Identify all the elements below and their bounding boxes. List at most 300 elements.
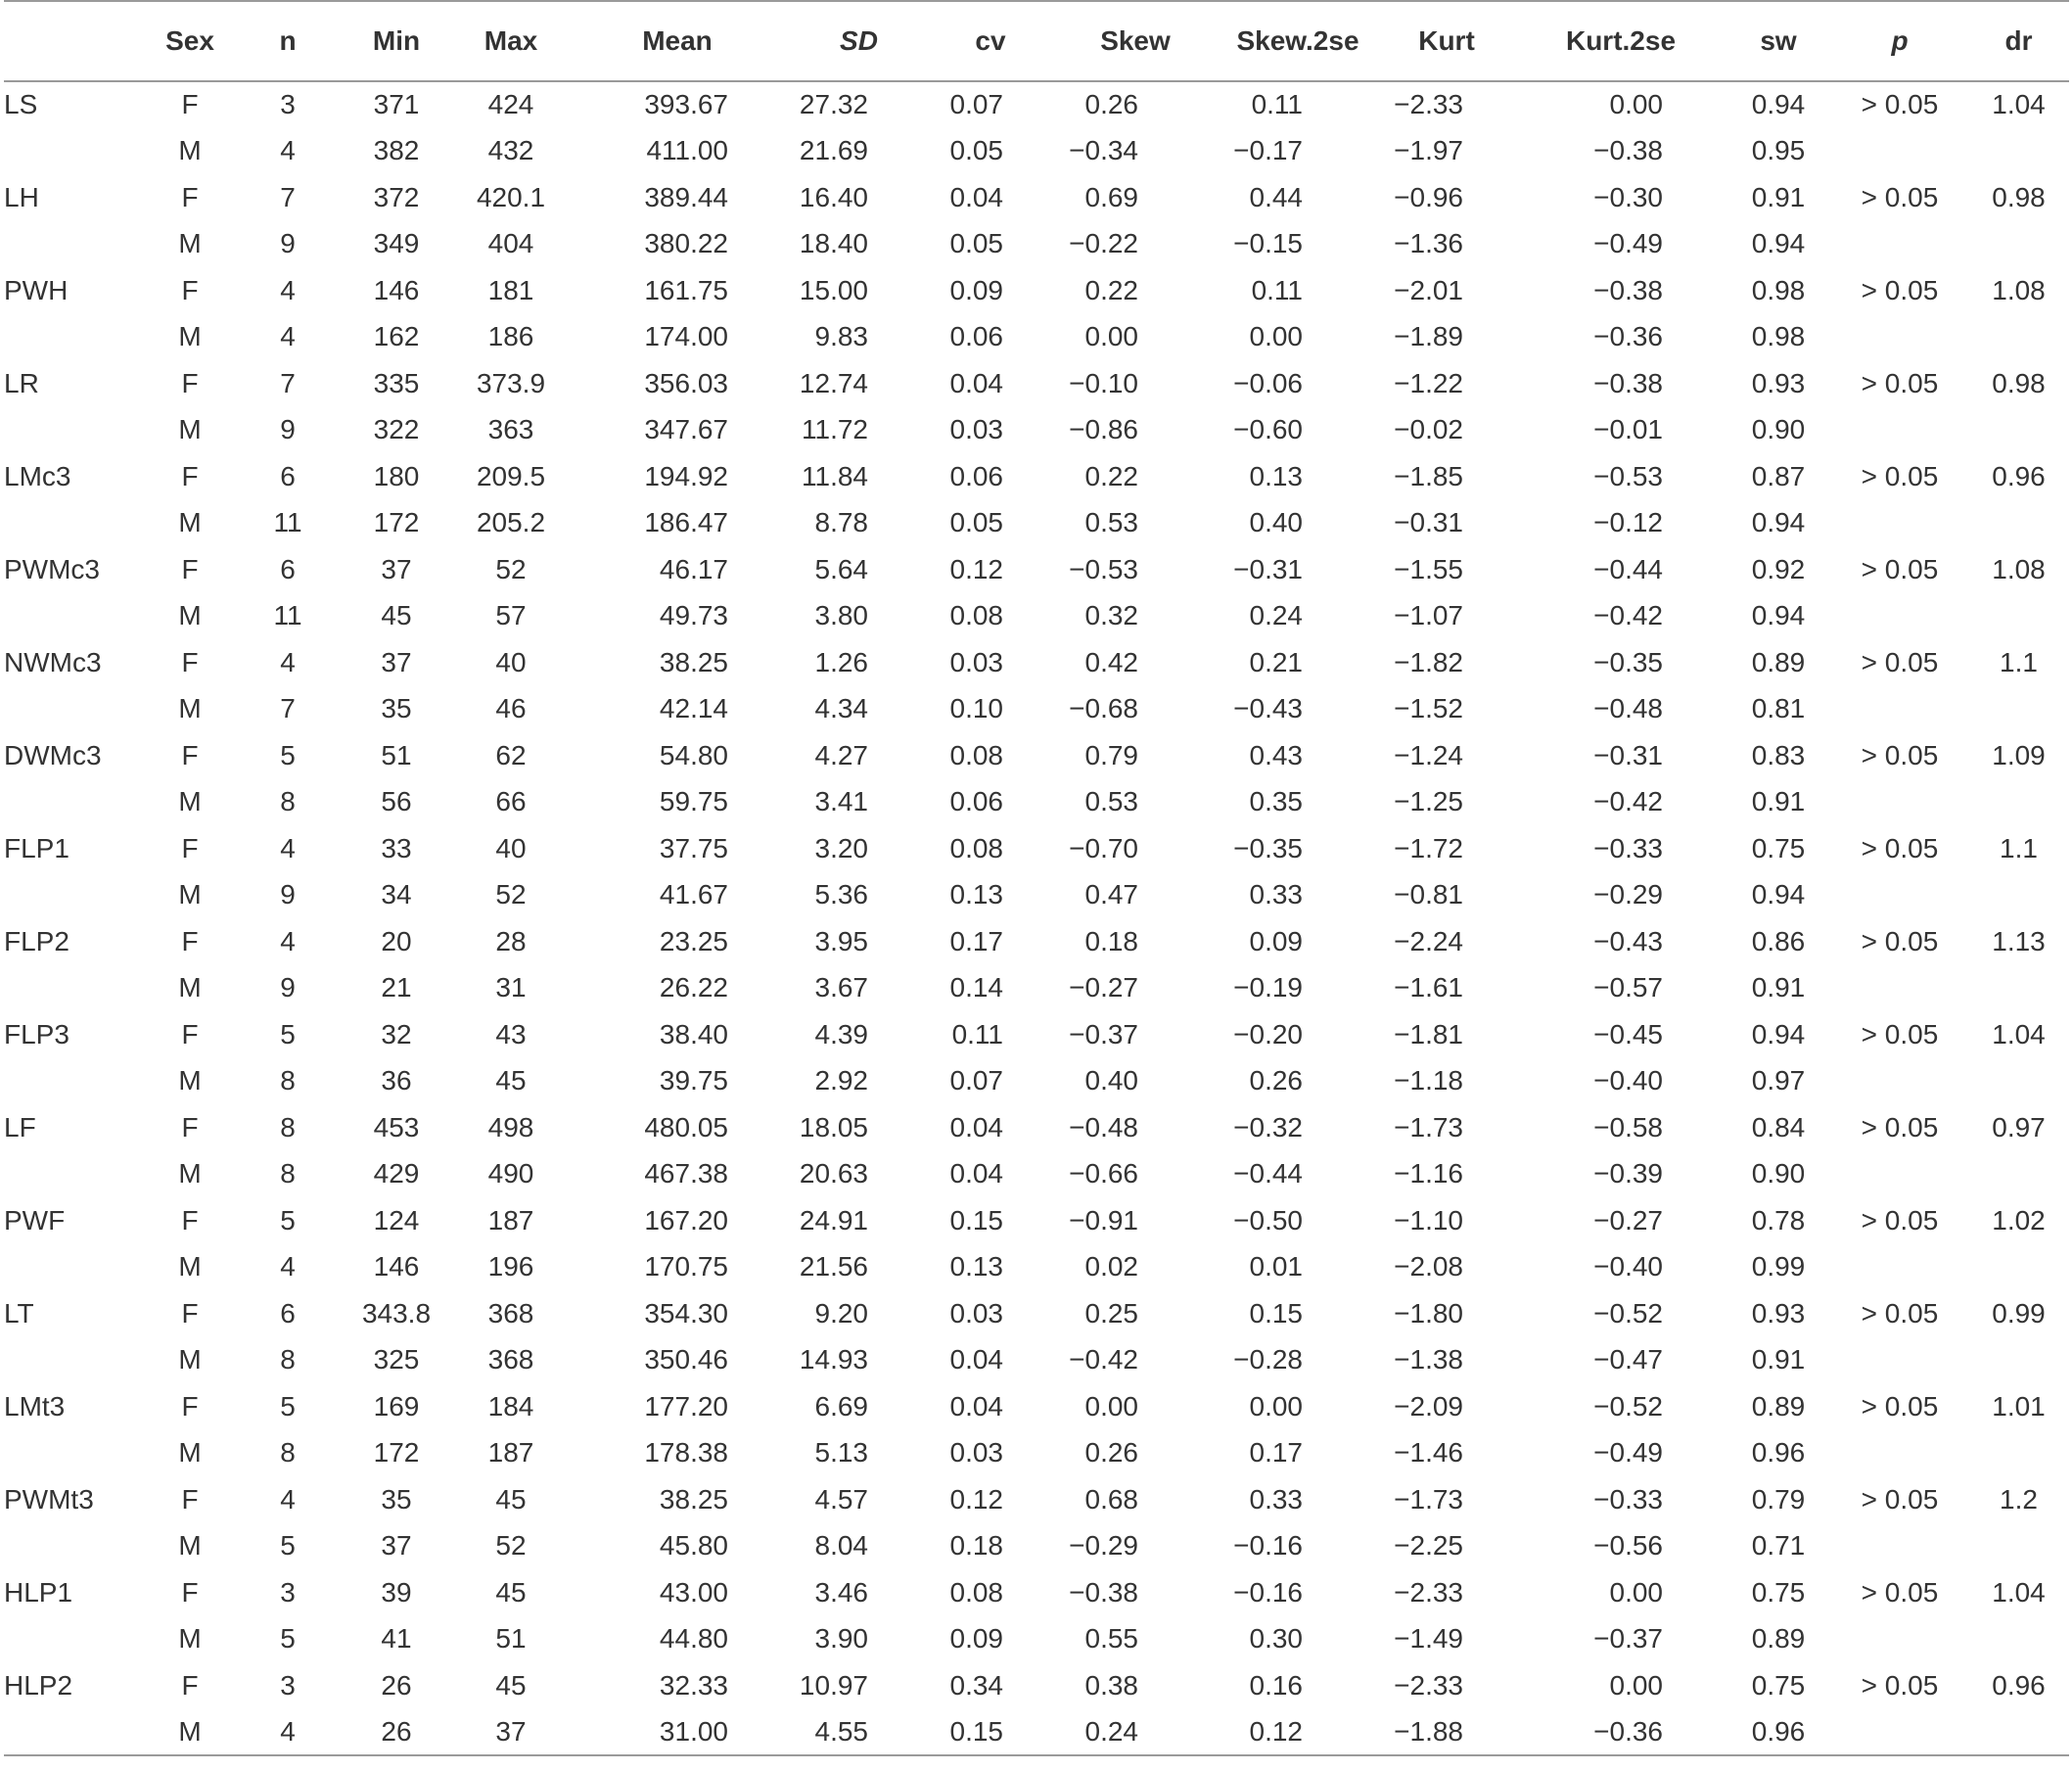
measurement-label bbox=[4, 407, 141, 454]
table-row bbox=[4, 639, 2069, 686]
skew-2se-cell: −0.20 bbox=[1233, 1018, 1303, 1049]
n-cell: 5 bbox=[280, 1530, 296, 1562]
skew-cell: −0.22 bbox=[1069, 228, 1138, 259]
max-cell: 209.5 bbox=[476, 460, 546, 491]
measurement-label: DWMc3 bbox=[4, 739, 102, 770]
p-value-cell: > 0.05 bbox=[1861, 1483, 1939, 1515]
cv-cell: 0.07 bbox=[949, 89, 1003, 120]
cv-cell: 0.08 bbox=[949, 600, 1003, 631]
p-value-cell: > 0.05 bbox=[1861, 1018, 1939, 1049]
mean-cell: 389.44 bbox=[644, 181, 728, 212]
sd-cell: 21.69 bbox=[799, 135, 868, 166]
skew-2se-cell: −0.15 bbox=[1233, 228, 1303, 259]
measurement-label: PWH bbox=[4, 274, 69, 305]
dr-cell bbox=[1968, 221, 2069, 268]
dr-cell bbox=[1968, 1709, 2069, 1756]
min-cell: 26 bbox=[381, 1669, 412, 1701]
cv-cell: 0.15 bbox=[949, 1204, 1003, 1236]
n-cell: 5 bbox=[280, 739, 296, 770]
sex-cell: M bbox=[178, 1344, 202, 1376]
n-cell: 7 bbox=[280, 693, 296, 724]
min-cell: 35 bbox=[381, 1483, 412, 1515]
sw-cell: 0.78 bbox=[1751, 1204, 1806, 1236]
kurt-cell: −0.02 bbox=[1394, 414, 1463, 445]
header-skew-2se: Skew.2se bbox=[1219, 1, 1377, 81]
kurt-2se-cell: 0.00 bbox=[1609, 1576, 1663, 1608]
max-cell: 404 bbox=[487, 228, 534, 259]
max-cell: 363 bbox=[487, 414, 534, 445]
n-cell: 4 bbox=[280, 925, 296, 956]
skew-cell: 0.79 bbox=[1084, 739, 1138, 770]
dr-cell: 0.99 bbox=[1992, 1297, 2046, 1329]
measurement-label: LMc3 bbox=[4, 460, 71, 491]
skew-cell: 0.26 bbox=[1084, 89, 1138, 120]
kurt-2se-cell: −0.36 bbox=[1593, 321, 1663, 352]
dr-cell bbox=[1968, 128, 2069, 175]
skew-cell: 0.40 bbox=[1084, 1065, 1138, 1096]
skew-2se-cell: 0.11 bbox=[1251, 89, 1303, 120]
skew-2se-cell: 0.16 bbox=[1249, 1669, 1303, 1701]
mean-cell: 49.73 bbox=[659, 600, 728, 631]
dr-cell bbox=[1968, 407, 2069, 454]
min-cell: 45 bbox=[381, 600, 412, 631]
n-cell: 4 bbox=[239, 1709, 337, 1756]
max-cell: 40 bbox=[495, 646, 527, 677]
dr-cell: 1.08 bbox=[1992, 553, 2046, 584]
table-row bbox=[4, 314, 2069, 361]
kurt-cell: −0.31 bbox=[1394, 507, 1463, 538]
kurt-2se-cell: −0.01 bbox=[1593, 414, 1663, 445]
skew-2se-cell: 0.00 bbox=[1249, 321, 1303, 352]
sd-cell: 5.64 bbox=[814, 553, 868, 584]
cv-cell: 0.03 bbox=[949, 414, 1003, 445]
kurt-cell: −1.61 bbox=[1394, 972, 1463, 1003]
n-cell: 3 bbox=[280, 89, 296, 120]
p-value-cell bbox=[1831, 314, 1968, 361]
table-row bbox=[4, 546, 2069, 593]
kurt-2se-cell: −0.29 bbox=[1593, 879, 1663, 910]
table-row bbox=[4, 1383, 2069, 1430]
measurement-label bbox=[4, 1709, 141, 1756]
mean-cell: 170.75 bbox=[644, 1251, 728, 1282]
skew-2se-cell: −0.44 bbox=[1233, 1158, 1303, 1189]
kurt-2se-cell: −0.36 bbox=[1516, 1709, 1726, 1756]
max-cell: 373.9 bbox=[476, 367, 546, 398]
header-sex: Sex bbox=[141, 1, 239, 81]
n-cell: 9 bbox=[280, 228, 296, 259]
max-cell: 368 bbox=[487, 1344, 534, 1376]
table-row bbox=[4, 81, 2069, 128]
n-cell: 5 bbox=[280, 1018, 296, 1049]
mean-cell: 41.67 bbox=[659, 879, 728, 910]
p-value-cell bbox=[1831, 221, 1968, 268]
max-cell: 46 bbox=[495, 693, 527, 724]
cv-cell: 0.04 bbox=[949, 1390, 1003, 1422]
sd-cell: 5.36 bbox=[814, 879, 868, 910]
skew-2se-cell: −0.28 bbox=[1233, 1344, 1303, 1376]
max-cell: 52 bbox=[495, 879, 527, 910]
cv-cell: 0.04 bbox=[949, 1111, 1003, 1142]
sw-cell: 0.75 bbox=[1751, 1576, 1806, 1608]
mean-cell: 37.75 bbox=[659, 832, 728, 863]
dr-cell bbox=[1968, 779, 2069, 826]
skew-2se-cell: 0.11 bbox=[1251, 274, 1303, 305]
p-value-cell bbox=[1831, 593, 1968, 640]
table-row bbox=[4, 1151, 2069, 1198]
cv-cell: 0.06 bbox=[949, 321, 1003, 352]
cv-cell: 0.13 bbox=[949, 1251, 1003, 1282]
skew-cell: 0.22 bbox=[1084, 274, 1138, 305]
header-kurt: Kurt bbox=[1377, 1, 1516, 81]
kurt-cell: −0.96 bbox=[1394, 181, 1463, 212]
sex-cell: M bbox=[178, 135, 202, 166]
kurt-2se-cell: −0.53 bbox=[1593, 460, 1663, 491]
cv-cell: 0.05 bbox=[949, 507, 1003, 538]
sw-cell: 0.94 bbox=[1751, 1018, 1806, 1049]
max-cell: 28 bbox=[495, 925, 527, 956]
kurt-cell: −0.81 bbox=[1394, 879, 1463, 910]
skew-cell: 0.32 bbox=[1084, 600, 1138, 631]
p-value-cell: > 0.05 bbox=[1861, 739, 1939, 770]
sd-cell: 8.78 bbox=[814, 507, 868, 538]
mean-cell: 31.00 bbox=[566, 1709, 789, 1756]
max-cell: 432 bbox=[487, 135, 534, 166]
p-value-cell: > 0.05 bbox=[1861, 1297, 1939, 1329]
sd-cell: 16.40 bbox=[799, 181, 868, 212]
measurement-label bbox=[4, 1244, 141, 1291]
sex-cell: M bbox=[178, 1530, 202, 1562]
sex-cell: F bbox=[181, 1297, 199, 1329]
p-value-cell: > 0.05 bbox=[1861, 832, 1939, 863]
header-p: p bbox=[1831, 1, 1968, 81]
sw-cell: 0.90 bbox=[1751, 414, 1806, 445]
sd-cell: 15.00 bbox=[799, 274, 868, 305]
skew-2se-cell: −0.31 bbox=[1233, 553, 1303, 584]
dr-cell: 1.09 bbox=[1992, 739, 2046, 770]
sw-cell: 0.94 bbox=[1751, 89, 1806, 120]
descriptive-statistics-table bbox=[4, 0, 2069, 1756]
table-row bbox=[4, 1290, 2069, 1337]
sex-cell: M bbox=[178, 1065, 202, 1096]
cv-cell: 0.04 bbox=[949, 367, 1003, 398]
sw-cell: 0.75 bbox=[1751, 832, 1806, 863]
measurement-label bbox=[4, 1430, 141, 1477]
skew-2se-cell: 0.01 bbox=[1249, 1251, 1303, 1282]
measurement-label: HLP1 bbox=[4, 1576, 73, 1608]
min-cell: 41 bbox=[381, 1623, 412, 1655]
sw-cell: 0.98 bbox=[1751, 321, 1806, 352]
sd-cell: 11.72 bbox=[802, 414, 868, 445]
table-row bbox=[4, 1058, 2069, 1105]
cv-cell: 0.05 bbox=[949, 135, 1003, 166]
dr-cell: 1.04 bbox=[1992, 89, 2046, 120]
mean-cell: 43.00 bbox=[659, 1576, 728, 1608]
cv-cell: 0.08 bbox=[949, 1576, 1003, 1608]
sd-cell: 8.04 bbox=[814, 1530, 868, 1562]
skew-2se-cell: 0.33 bbox=[1249, 879, 1303, 910]
max-cell: 498 bbox=[487, 1111, 534, 1142]
skew-cell: −0.48 bbox=[1069, 1111, 1138, 1142]
skew-2se-cell: 0.26 bbox=[1249, 1065, 1303, 1096]
sd-cell: 21.56 bbox=[799, 1251, 868, 1282]
skew-cell: −0.53 bbox=[1069, 553, 1138, 584]
sd-cell: 14.93 bbox=[799, 1344, 868, 1376]
skew-2se-cell: 0.21 bbox=[1249, 646, 1303, 677]
sw-cell: 0.81 bbox=[1751, 693, 1806, 724]
sex-cell: M bbox=[178, 972, 202, 1003]
sd-cell: 24.91 bbox=[799, 1204, 868, 1236]
kurt-2se-cell: −0.52 bbox=[1593, 1297, 1663, 1329]
p-value-cell bbox=[1831, 1523, 1968, 1570]
max-cell: 51 bbox=[495, 1623, 527, 1655]
table-row bbox=[4, 1197, 2069, 1244]
skew-2se-cell: 0.43 bbox=[1249, 739, 1303, 770]
sd-cell: 4.55 bbox=[789, 1709, 929, 1756]
n-cell: 4 bbox=[280, 321, 296, 352]
dr-cell bbox=[1968, 1616, 2069, 1663]
kurt-2se-cell: −0.35 bbox=[1593, 646, 1663, 677]
table-row bbox=[4, 1616, 2069, 1663]
header-n: n bbox=[239, 1, 337, 81]
measurement-label bbox=[4, 1616, 141, 1663]
max-cell: 420.1 bbox=[476, 181, 546, 212]
skew-cell: 0.25 bbox=[1084, 1297, 1138, 1329]
skew-cell: 0.00 bbox=[1084, 1390, 1138, 1422]
table-body bbox=[4, 81, 2069, 1755]
min-cell: 371 bbox=[373, 89, 420, 120]
p-value-cell: > 0.05 bbox=[1861, 89, 1939, 120]
max-cell: 196 bbox=[487, 1251, 534, 1282]
measurement-label: FLP3 bbox=[4, 1018, 69, 1049]
sex-cell: M bbox=[178, 693, 202, 724]
kurt-cell: −1.89 bbox=[1394, 321, 1463, 352]
min-cell: 20 bbox=[381, 925, 412, 956]
n-cell: 8 bbox=[280, 1437, 296, 1469]
skew-cell: 0.00 bbox=[1084, 321, 1138, 352]
n-cell: 9 bbox=[280, 972, 296, 1003]
table-row bbox=[4, 732, 2069, 779]
sw-cell: 0.95 bbox=[1751, 135, 1806, 166]
kurt-cell: −2.08 bbox=[1394, 1251, 1463, 1282]
sw-cell: 0.89 bbox=[1751, 1623, 1806, 1655]
p-value-cell bbox=[1831, 1337, 1968, 1384]
skew-cell: 0.22 bbox=[1084, 460, 1138, 491]
cv-cell: 0.09 bbox=[949, 1623, 1003, 1655]
sex-cell: M bbox=[141, 1709, 239, 1756]
mean-cell: 161.75 bbox=[644, 274, 728, 305]
mean-cell: 350.46 bbox=[644, 1344, 728, 1376]
max-cell: 424 bbox=[487, 89, 534, 120]
mean-cell: 347.67 bbox=[644, 414, 728, 445]
skew-cell: −0.91 bbox=[1069, 1204, 1138, 1236]
table-row bbox=[4, 825, 2069, 872]
n-cell: 8 bbox=[280, 1344, 296, 1376]
kurt-cell: −1.10 bbox=[1394, 1204, 1463, 1236]
sw-cell: 0.94 bbox=[1751, 600, 1806, 631]
table-row bbox=[4, 221, 2069, 268]
table-row bbox=[4, 1476, 2069, 1523]
min-cell: 26 bbox=[337, 1709, 456, 1756]
sd-cell: 9.20 bbox=[814, 1297, 868, 1329]
sd-cell: 3.80 bbox=[814, 600, 868, 631]
p-value-cell bbox=[1831, 500, 1968, 547]
n-cell: 3 bbox=[280, 1576, 296, 1608]
sw-cell: 0.93 bbox=[1751, 367, 1806, 398]
measurement-label bbox=[4, 314, 141, 361]
sw-cell: 0.84 bbox=[1751, 1111, 1806, 1142]
n-cell: 5 bbox=[280, 1204, 296, 1236]
max-cell: 45 bbox=[495, 1065, 527, 1096]
sw-cell: 0.99 bbox=[1751, 1251, 1806, 1282]
header-mean: Mean bbox=[566, 1, 789, 81]
min-cell: 33 bbox=[381, 832, 412, 863]
dr-cell: 1.04 bbox=[1992, 1018, 2046, 1049]
measurement-label bbox=[4, 965, 141, 1012]
table-row bbox=[4, 500, 2069, 547]
min-cell: 322 bbox=[373, 414, 420, 445]
n-cell: 8 bbox=[280, 786, 296, 817]
kurt-cell: −1.49 bbox=[1394, 1623, 1463, 1655]
p-value-cell bbox=[1831, 407, 1968, 454]
cv-cell: 0.06 bbox=[949, 460, 1003, 491]
p-value-cell bbox=[1831, 779, 1968, 826]
mean-cell: 46.17 bbox=[659, 553, 728, 584]
min-cell: 382 bbox=[373, 135, 420, 166]
kurt-2se-cell: −0.31 bbox=[1593, 739, 1663, 770]
measurement-label bbox=[4, 1523, 141, 1570]
stats-table-container bbox=[4, 0, 2069, 1756]
sex-cell: M bbox=[178, 228, 202, 259]
dr-cell bbox=[1968, 500, 2069, 547]
measurement-label bbox=[4, 686, 141, 733]
min-cell: 169 bbox=[373, 1390, 420, 1422]
sex-cell: F bbox=[181, 1669, 199, 1701]
kurt-cell: −1.73 bbox=[1394, 1111, 1463, 1142]
p-value-cell: > 0.05 bbox=[1861, 181, 1939, 212]
dr-cell: 1.2 bbox=[2000, 1483, 2038, 1515]
min-cell: 51 bbox=[381, 739, 412, 770]
dr-cell bbox=[1968, 965, 2069, 1012]
skew-2se-cell: 0.12 bbox=[1219, 1709, 1377, 1756]
p-value-cell bbox=[1831, 1709, 1968, 1756]
skew-cell: −0.37 bbox=[1069, 1018, 1138, 1049]
p-value-cell bbox=[1831, 965, 1968, 1012]
kurt-2se-cell: −0.33 bbox=[1593, 1483, 1663, 1515]
skew-2se-cell: 0.09 bbox=[1249, 925, 1303, 956]
max-cell: 45 bbox=[495, 1669, 527, 1701]
sex-cell: F bbox=[181, 89, 199, 120]
measurement-label: LF bbox=[4, 1111, 36, 1142]
kurt-2se-cell: −0.49 bbox=[1593, 228, 1663, 259]
sd-cell: 9.83 bbox=[814, 321, 868, 352]
p-value-cell: > 0.05 bbox=[1861, 367, 1939, 398]
kurt-2se-cell: −0.12 bbox=[1593, 507, 1663, 538]
skew-2se-cell: −0.35 bbox=[1233, 832, 1303, 863]
skew-2se-cell: −0.32 bbox=[1233, 1111, 1303, 1142]
skew-2se-cell: −0.60 bbox=[1233, 414, 1303, 445]
max-cell: 43 bbox=[495, 1018, 527, 1049]
sd-cell: 3.41 bbox=[814, 786, 868, 817]
measurement-label: LR bbox=[4, 367, 39, 398]
skew-2se-cell: 0.40 bbox=[1249, 507, 1303, 538]
cv-cell: 0.13 bbox=[949, 879, 1003, 910]
min-cell: 429 bbox=[373, 1158, 420, 1189]
header-skew: Skew bbox=[1052, 1, 1219, 81]
skew-cell: 0.02 bbox=[1084, 1251, 1138, 1282]
measurement-label bbox=[4, 779, 141, 826]
dr-cell: 0.98 bbox=[1992, 181, 2046, 212]
cv-cell: 0.08 bbox=[949, 739, 1003, 770]
skew-2se-cell: −0.16 bbox=[1233, 1530, 1303, 1562]
kurt-2se-cell: −0.27 bbox=[1593, 1204, 1663, 1236]
kurt-2se-cell: −0.30 bbox=[1593, 181, 1663, 212]
table-row bbox=[4, 779, 2069, 826]
n-cell: 5 bbox=[280, 1390, 296, 1422]
sex-cell: M bbox=[178, 507, 202, 538]
measurement-label bbox=[4, 221, 141, 268]
mean-cell: 167.20 bbox=[644, 1204, 728, 1236]
kurt-2se-cell: −0.40 bbox=[1593, 1251, 1663, 1282]
sw-cell: 0.91 bbox=[1751, 181, 1806, 212]
sd-cell: 4.34 bbox=[814, 693, 868, 724]
sw-cell: 0.86 bbox=[1751, 925, 1806, 956]
sw-cell: 0.91 bbox=[1751, 972, 1806, 1003]
table-row bbox=[4, 1430, 2069, 1477]
mean-cell: 178.38 bbox=[644, 1437, 728, 1469]
n-cell: 11 bbox=[273, 507, 302, 538]
min-cell: 335 bbox=[373, 367, 420, 398]
max-cell: 37 bbox=[456, 1709, 566, 1756]
mean-cell: 42.14 bbox=[659, 693, 728, 724]
p-value-cell bbox=[1831, 686, 1968, 733]
skew-2se-cell: 0.17 bbox=[1249, 1437, 1303, 1469]
kurt-cell: −1.80 bbox=[1394, 1297, 1463, 1329]
sd-cell: 27.32 bbox=[799, 89, 868, 120]
mean-cell: 177.20 bbox=[644, 1390, 728, 1422]
mean-cell: 194.92 bbox=[644, 460, 728, 491]
sd-cell: 4.27 bbox=[814, 739, 868, 770]
n-cell: 3 bbox=[280, 1669, 296, 1701]
dr-cell bbox=[1968, 593, 2069, 640]
cv-cell: 0.18 bbox=[949, 1530, 1003, 1562]
sex-cell: M bbox=[178, 321, 202, 352]
max-cell: 368 bbox=[487, 1297, 534, 1329]
cv-cell: 0.10 bbox=[949, 693, 1003, 724]
mean-cell: 467.38 bbox=[644, 1158, 728, 1189]
sex-cell: F bbox=[181, 460, 199, 491]
mean-cell: 59.75 bbox=[659, 786, 728, 817]
measurement-label bbox=[4, 500, 141, 547]
cv-cell: 0.17 bbox=[949, 925, 1003, 956]
measurement-label bbox=[4, 593, 141, 640]
measurement-label: LMt3 bbox=[4, 1390, 66, 1422]
kurt-cell: −1.73 bbox=[1394, 1483, 1463, 1515]
measurement-label bbox=[4, 872, 141, 919]
mean-cell: 354.30 bbox=[644, 1297, 728, 1329]
n-cell: 6 bbox=[280, 1297, 296, 1329]
sw-cell: 0.94 bbox=[1751, 228, 1806, 259]
min-cell: 39 bbox=[381, 1576, 412, 1608]
p-value-cell: > 0.05 bbox=[1861, 274, 1939, 305]
header-kurt-2se: Kurt.2se bbox=[1516, 1, 1726, 81]
skew-2se-cell: 0.15 bbox=[1249, 1297, 1303, 1329]
cv-cell: 0.15 bbox=[929, 1709, 1052, 1756]
sw-cell: 0.91 bbox=[1751, 786, 1806, 817]
cv-cell: 0.05 bbox=[949, 228, 1003, 259]
sw-cell: 0.98 bbox=[1751, 274, 1806, 305]
kurt-2se-cell: −0.39 bbox=[1593, 1158, 1663, 1189]
kurt-2se-cell: −0.42 bbox=[1593, 786, 1663, 817]
